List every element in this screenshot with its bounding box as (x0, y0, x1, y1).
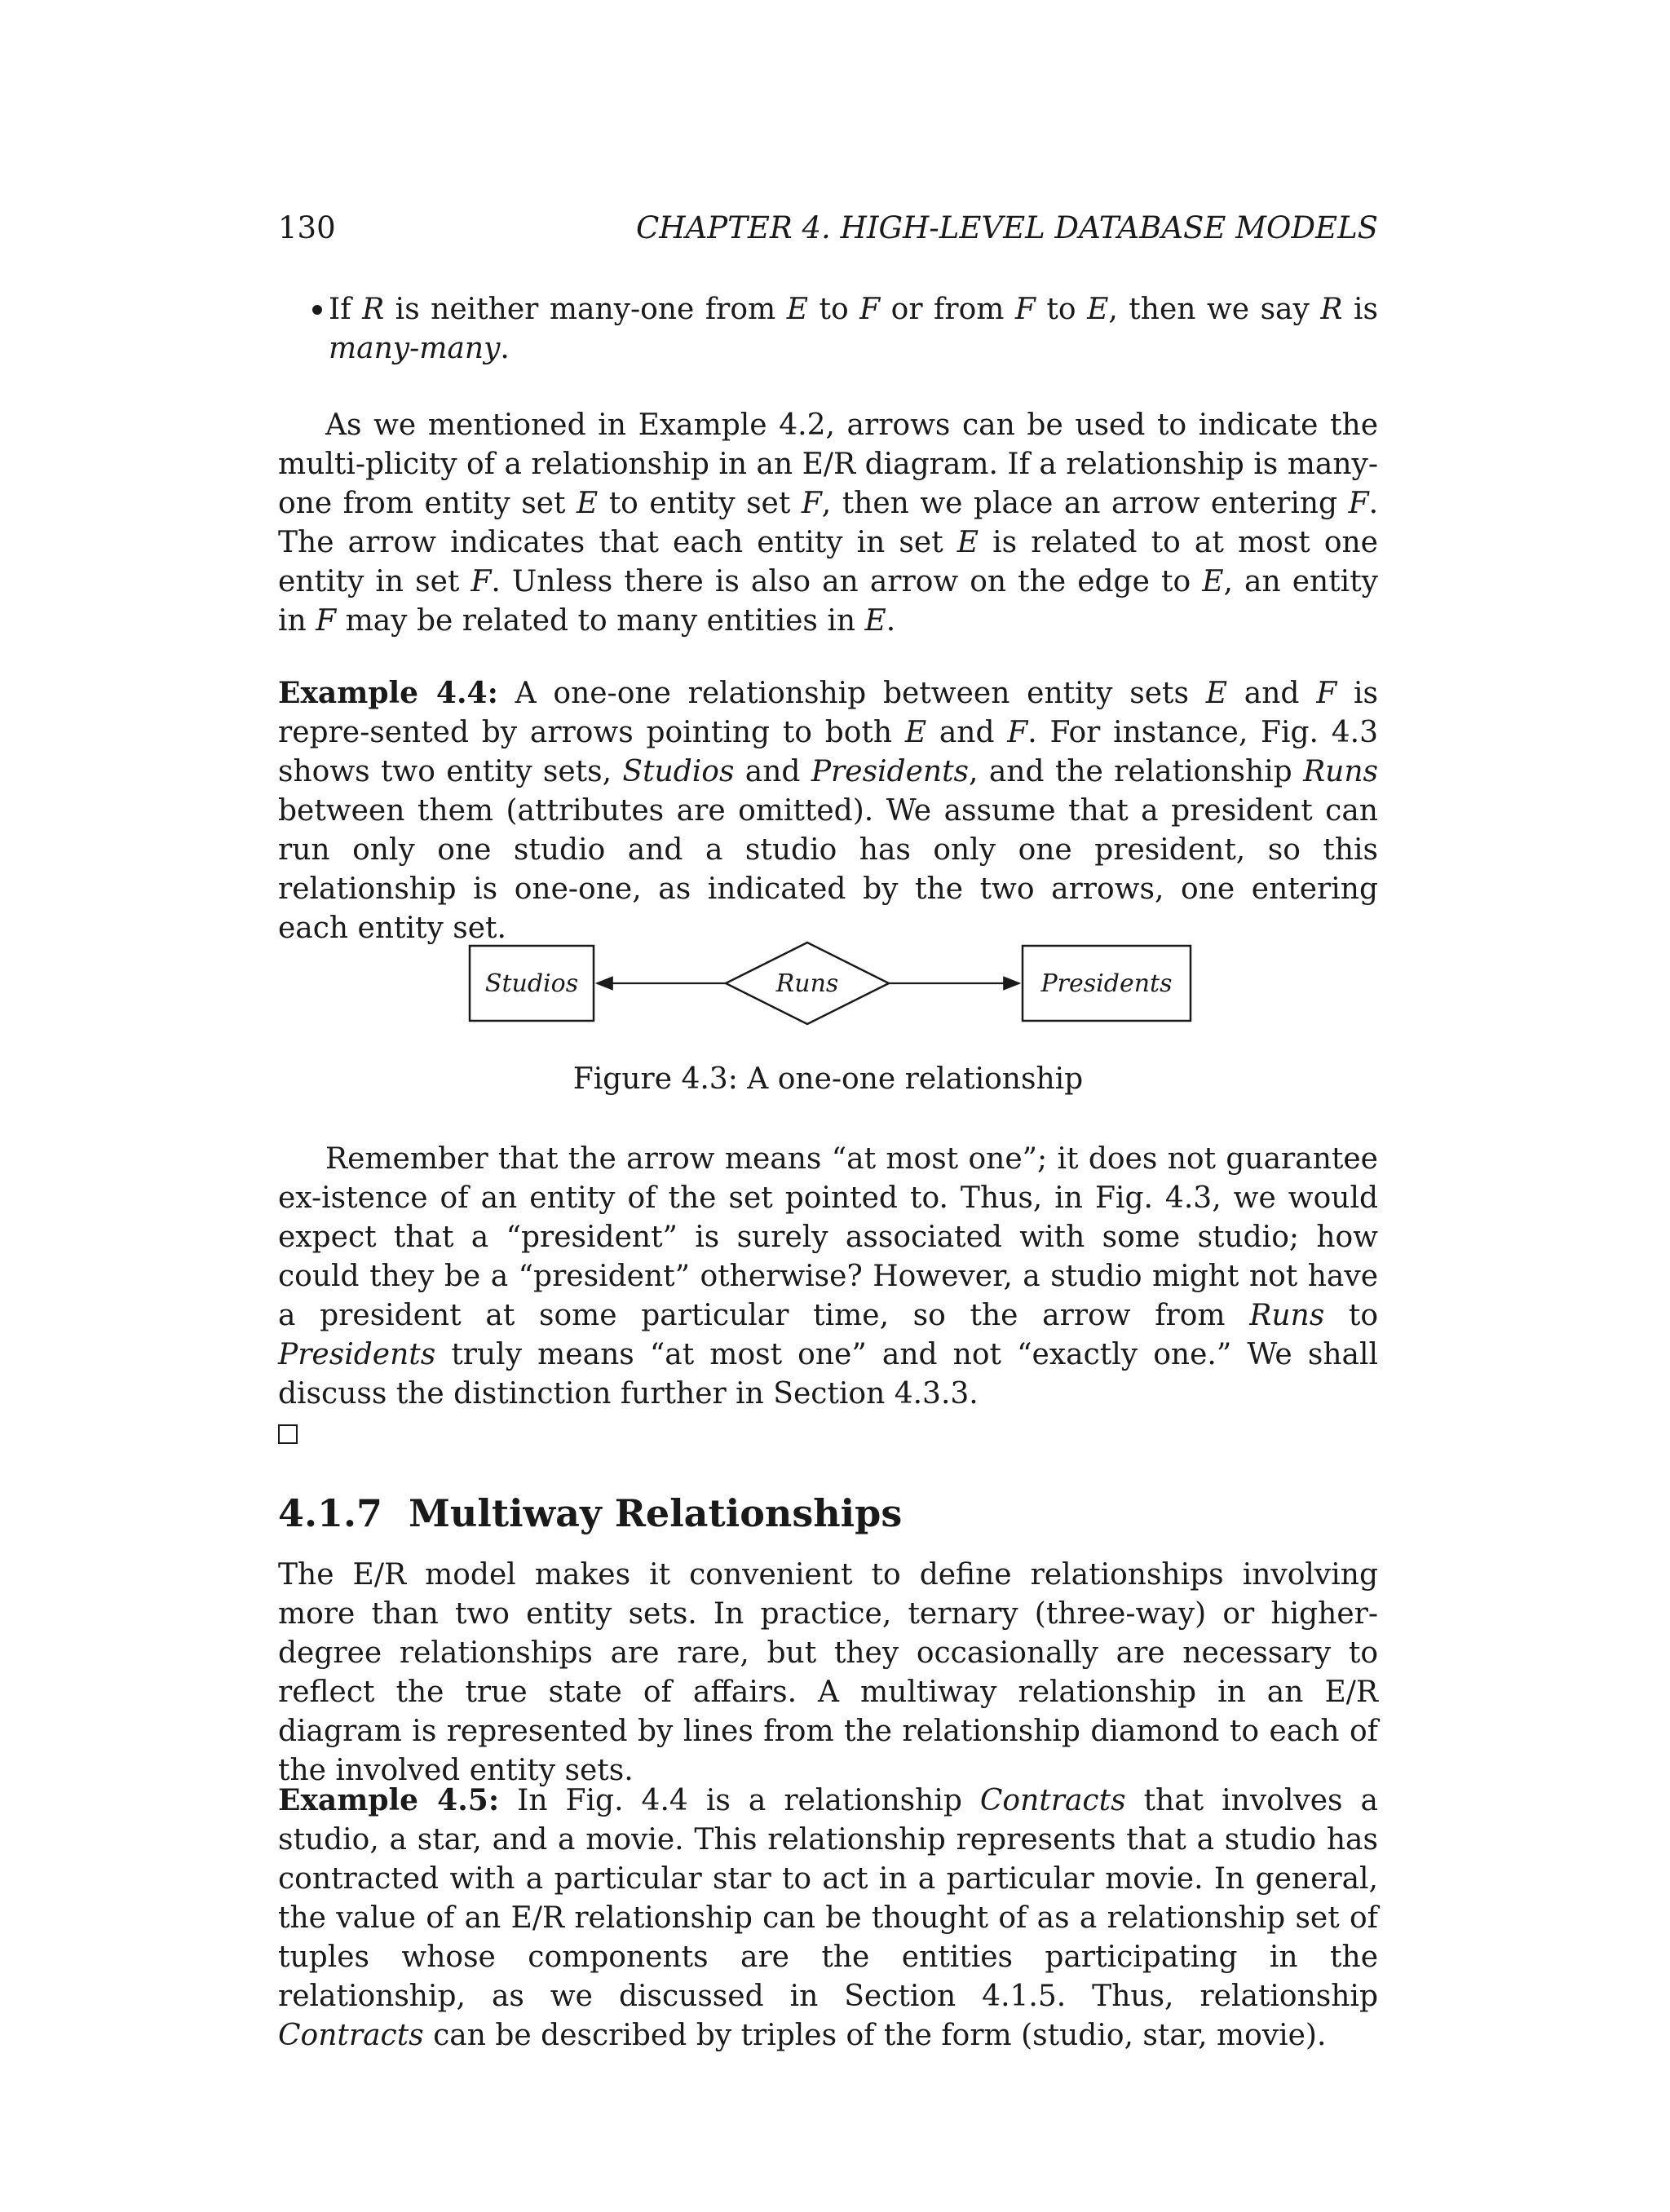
math-var: E (576, 487, 599, 520)
example-4-5 (278, 1781, 1378, 2055)
running-head (278, 205, 1378, 251)
text-span: can be described by triples of the form (studio, star, movie). (423, 2019, 1327, 2052)
math-var: F (859, 293, 881, 326)
text-span: , then we place an arrow entering (821, 487, 1349, 520)
text-span: to (1324, 1299, 1378, 1332)
relationship-name: Contracts (278, 2019, 424, 2052)
bullet-item-many-many (329, 290, 1378, 369)
text-span: As we mentioned in Example 4.2, arrows can be used to indicate the multi-plicity of a relationship in an E/R diagram. If a relationship is many-one from entity set (278, 408, 1378, 520)
text-span: Remember that the arrow means “at most one”; it does not guarantee ex-istence of an entity of the set pointed to. Thus, in Fig. 4.3, we would expect that a “president” is surely associated with some studio; how could they be a “president” otherwise? However, a studio might not have a president at some particular time, so the arrow from (278, 1142, 1378, 1332)
math-var: E (956, 526, 979, 559)
text-span: between them (attributes are omitted). We assume that a president can run only one studio and a studio has only one president, so this relationship is one-one, as indicated by the two arrows, one entering each entity set. (278, 794, 1378, 945)
er-diagram-figure-4-3 (457, 938, 1223, 1035)
relationship-name: Runs (1249, 1299, 1325, 1332)
text-span: that involves a studio, a star, and a movie. This relationship represents that a studio has contracted with a particular star to act in a particular movie. In general, the value of an E/R relationship can be thought of as a relationship set of tuples whose components are the entities participating in the relationship, as we discussed in Section 4.1.5. Thus, relationship (278, 1784, 1378, 2013)
entity-label-presidents: Presidents (1040, 969, 1173, 998)
text-span: A one-one relationship between entity sets (497, 677, 1206, 710)
page-number: 130 (278, 210, 336, 245)
section-number: 4.1.7 (278, 1491, 383, 1535)
math-var: E (786, 293, 808, 326)
math-var: F (1316, 677, 1337, 710)
text-span: , an entity in (278, 565, 1378, 638)
text-span: is neither many-one from (384, 293, 787, 326)
math-var: F (316, 604, 337, 638)
text-span: If (329, 293, 363, 326)
entity-name: Studios (622, 755, 735, 788)
paragraph-multiway-intro (278, 1556, 1378, 1790)
math-var: R (1320, 293, 1343, 326)
text-span: In Fig. 4.4 is a relationship (499, 1784, 980, 1817)
end-of-proof-icon (278, 1424, 298, 1444)
paragraph-at-most-one (278, 1140, 1378, 1453)
relationship-name: Contracts (979, 1784, 1126, 1817)
text-span: . For instance, Fig. 4.3 shows two entity sets, (278, 716, 1378, 788)
text-span: may be related to many entities in (336, 604, 865, 638)
text-span: , and the relationship (969, 755, 1304, 788)
text-span: to (1035, 293, 1088, 326)
math-var: F (471, 565, 492, 598)
math-var: R (362, 293, 385, 326)
section-title-text: Multiway Relationships (409, 1491, 903, 1535)
relationship-name: Runs (1303, 755, 1379, 788)
text-span: The E/R model makes it convenient to define relationships involving more than two entity sets. In practice, ternary (three-way) or higher-degree relationships are rare, but they occasionally are necessary to reflect the true state of affairs. A multiway relationship in an E/R diagram is represented by lines from the relationship diamond to each of the involved entity sets. (278, 1558, 1378, 1787)
math-var: F (1348, 487, 1369, 520)
section-heading (278, 1489, 1378, 1538)
example-label: Example 4.5: (278, 1783, 500, 1817)
text-span: to (807, 293, 860, 326)
math-var: F (801, 487, 822, 520)
math-var: F (1007, 716, 1028, 749)
example-4-4 (278, 673, 1378, 948)
text-span: . The arrow indicates that each entity in set (278, 487, 1379, 559)
text-span: is (1342, 293, 1379, 326)
figure-caption: Figure 4.3: A one-one relationship (572, 1062, 1084, 1096)
term-many-many: many-many (329, 332, 501, 365)
text-span: and (734, 755, 811, 788)
entity-label-studios: Studios (484, 969, 579, 998)
math-var: E (864, 604, 886, 638)
entity-name: Presidents (278, 1338, 436, 1371)
text-span: or from (880, 293, 1015, 326)
text-span: . (500, 332, 510, 365)
text-span: to entity set (598, 487, 802, 520)
relationship-label-runs: Runs (775, 969, 839, 998)
math-var: F (1014, 293, 1036, 326)
text-span: , then we say (1108, 293, 1321, 326)
text-span: is repre-sented by arrows pointing to both (278, 677, 1378, 749)
chapter-title: CHAPTER 4. HIGH-LEVEL DATABASE MODELS (636, 210, 1378, 245)
paragraph-arrows-multiplicity (278, 406, 1378, 641)
math-var: E (1205, 677, 1227, 710)
text-span: is related to at most one entity in set (278, 526, 1378, 598)
math-var: E (1202, 565, 1224, 598)
text-span: and (926, 716, 1008, 749)
text-span: and (1227, 677, 1317, 710)
text-span: truly means “at most one” and not “exactly one.” We shall discuss the distinction further in Section 4.3.3. (278, 1338, 1378, 1411)
example-label: Example 4.4: (278, 676, 498, 710)
math-var: E (1087, 293, 1109, 326)
text-span: . (886, 604, 896, 638)
math-var: E (904, 716, 927, 749)
text-span: . Unless there is also an arrow on the edge to (491, 565, 1203, 598)
bullet-dot (312, 305, 322, 315)
entity-name: Presidents (811, 755, 970, 788)
